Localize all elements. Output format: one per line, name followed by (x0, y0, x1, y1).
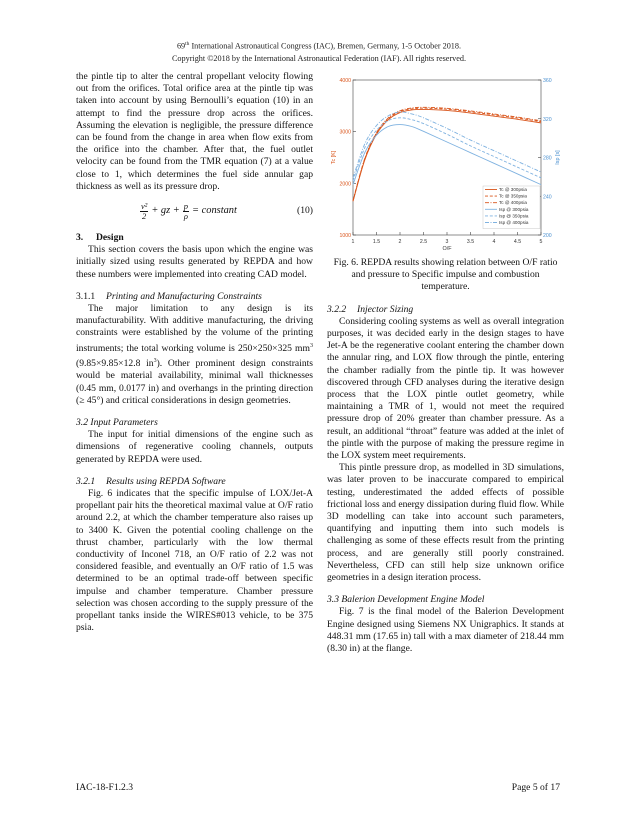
y2-tick-label: 280 (543, 155, 552, 162)
text-segment: ). Other prominent design constraints would be material availability, minimal wall thicknesses (0.45 mm, 0.0177 in) and overhangs in the printing direction (≥ 45°) and critical considerations in design geometries. (76, 358, 314, 406)
fraction-v2-over-2 (140, 202, 148, 221)
equation-10 (76, 202, 313, 221)
header-ordinal: 69 (176, 41, 186, 51)
superscript: 3 (153, 358, 157, 365)
y2-axis-label: Isp [s] (555, 150, 561, 165)
legend-entry: Tc @ 350psia (499, 193, 527, 199)
subsection-3-2-2-heading (327, 304, 564, 316)
x-tick-label: 2.5 (419, 239, 428, 245)
legend-entry: Isp @ 350psia (499, 213, 529, 219)
fraction-p-over-rho (183, 202, 189, 221)
fraction-numerator: v² (141, 201, 148, 212)
section-3-heading (76, 232, 313, 244)
y2-tick-label: 200 (543, 233, 552, 239)
x-tick-label: 4.5 (513, 239, 522, 245)
subsection-number: 3.1.1 (76, 290, 96, 302)
series-line (353, 125, 541, 185)
fraction-denominator: ρ (183, 211, 188, 222)
paragraph-engine-model: Fig. 7 is the final model of the Balerion Development Engine designed using Siemens NX Unigraphics. It stands at 448.31 mm (17.65 in) tall with a max diameter of 218.44 mm (8.30 in) at the flange. (327, 606, 564, 655)
series-line (353, 112, 541, 178)
y-tick-label: 2000 (339, 181, 351, 188)
fraction-denominator: 2 (142, 211, 147, 222)
section-title: Design (96, 232, 124, 244)
x-tick-label: 5 (539, 239, 543, 245)
subsection-title: Results using REPDA Software (106, 475, 226, 487)
legend-entry: Isp @ 400psia (499, 220, 529, 225)
footer-page-number: Page 5 of 17 (511, 782, 560, 793)
paragraph-injector-sizing: Considering cooling systems as well as overall integration purposes, it was decided early in the design stages to have Jet-A be the regenerative coolant entering the chamber down the annular ring, and LOX flow through the pintle, entering the chamber radially from the pintle tip. It was however discovered through CFD analyses during the iterative design process that the LOX pintle outlet geometry, while maintaining a TMR of 1, would not meet the required pressure drop of 20% greater than chamber pressure. As a result, an additional “throat” feature was added at the inlet of the pintle with the purpose of making the pressure regime in the LOX system meet requirements. (327, 315, 564, 462)
paragraph-input-parameters: The input for initial dimensions of the engine such as dimensions of regenerative cooling channels, outputs generated by REPDA were used. (76, 429, 313, 465)
x-tick-label: 4 (492, 239, 496, 245)
y-tick-label: 3000 (339, 129, 351, 136)
legend-entry: Tc @ 400psia (499, 200, 527, 206)
subsection-3-3-heading: 3.3 Balerion Development Engine Model (327, 594, 485, 606)
left-column (76, 71, 313, 635)
x-tick-label: 3 (445, 239, 449, 245)
equation-constant: = constant (192, 205, 237, 217)
y2-tick-label: 240 (543, 194, 552, 201)
page-header (0, 38, 638, 65)
x-axis-label: O/F (442, 246, 452, 252)
paragraph-repda-results: Fig. 6 indicates that the specific impulse of LOX/Jet-A propellant pair hits the theoretical maximal value at O/F ratio around 2.2, at which the chamber temperature also raises up to 3400 K. Given the potential cooling challenge on the thrust chamber, particularly with the low thermal conductivity of Inconel 718, an O/F ratio of 2.2 was not considered feasible, and eventually an O/F ratio of 1.5 was determined to be an optimal trade-off between specific impulse and chamber temperature. Chamber pressure selection was chosen according to the supply pressure of the propellant tanks inside the WIRES#013 vehicle, to be 375 psia. (76, 488, 313, 634)
x-tick-label: 1.5 (372, 239, 381, 245)
y2-tick-label: 360 (543, 78, 552, 84)
subsection-3-1-1-heading (76, 291, 313, 303)
right-column (327, 71, 564, 655)
paragraph-manufacturing (76, 303, 313, 407)
header-conference: International Astronautical Congress (IAC), Bremen, Germany, 1-5 October 2018. (189, 41, 462, 51)
fraction-numerator: p (183, 201, 189, 212)
figure-6-chart (327, 71, 564, 254)
subsection-title: Printing and Manufacturing Constraints (106, 290, 262, 302)
x-tick-label: 2 (398, 239, 402, 245)
footer-paper-id: IAC-18-F1.2.3 (76, 782, 134, 793)
legend-entry: Isp @ 300psia (499, 206, 529, 212)
equation-expression (140, 202, 237, 221)
x-tick-label: 3.5 (466, 239, 475, 245)
subsection-3-2-heading: 3.2 Input Parameters (76, 417, 158, 429)
equation-number: (10) (297, 205, 313, 217)
header-ordinal-suffix: th (185, 41, 190, 47)
x-tick-label: 1 (351, 239, 355, 245)
equation-gz-term: + gz + (151, 205, 180, 217)
y-tick-label: 4000 (339, 78, 351, 84)
subsection-title: Injector Sizing (357, 303, 414, 315)
figure-6-caption: Fig. 6. REPDA results showing relation between O/F ratio and pressure to Specific impulse and combustion temperature. (333, 257, 558, 293)
section-number: 3. (76, 232, 84, 244)
subsection-3-2-1-heading (76, 476, 313, 488)
header-line-2: Copyright ©2018 by the International Astronautical Federation (IAF). All rights reserved. (171, 53, 467, 63)
y-tick-label: 1000 (339, 233, 351, 239)
header-line-1 (0, 38, 638, 53)
legend-entry: Tc @ 300psia (499, 187, 527, 192)
paragraph-pressure-drop: This pintle pressure drop, as modelled in 3D simulations, was later proven to be inaccurate compared to empirical testing, underestimated the added effects of possible frictional loss and energy dissipation during fluid flow. While 3D modelling can take into account such parameters, quantifying and inputting them into such models is challenging as some of these effects result from the printing process, and are generally still poorly constrained. Nevertheless, CFD can still help size unknown orifice geometries in a design iteration process. (327, 462, 564, 584)
y-axis-label: Tc [K] (331, 150, 337, 165)
y2-tick-label: 320 (543, 116, 552, 123)
paragraph-design: This section covers the basis upon which the engine was initially sized using results generated by REPDA and how these numbers were implemented into creating CAD model. (76, 244, 313, 280)
text-segment: (9.85×9.85×12.8 in (76, 358, 154, 370)
superscript: 3 (310, 342, 313, 349)
subsection-number: 3.2.1 (76, 475, 96, 487)
subsection-number: 3.2.2 (327, 303, 347, 315)
text-segment: The major limitation to any design is its manufacturability. With additive manufacturing, the driving constraints were established by the volume of the printing instruments; the total working volume is 250×250×325 mm (76, 303, 313, 354)
paragraph-bernoulli: the pintle tip to alter the central propellant velocity flowing out from the orifices. Total orifice area at the pintle tip was taken into account by using Bernoulli’s equation (10) in an attempt to find the pressure drop across the orifices. Assuming the elevation is negligible, the pressure difference can be found from the change in area when flow exits from the orifice into the chamber. After that, the fuel outlet velocity can be found from the TMR equation (7) at a value close to 1, which determines the fuel side annular gap thickness as well as its pressure drop. (76, 71, 313, 192)
chart-svg (327, 71, 564, 254)
